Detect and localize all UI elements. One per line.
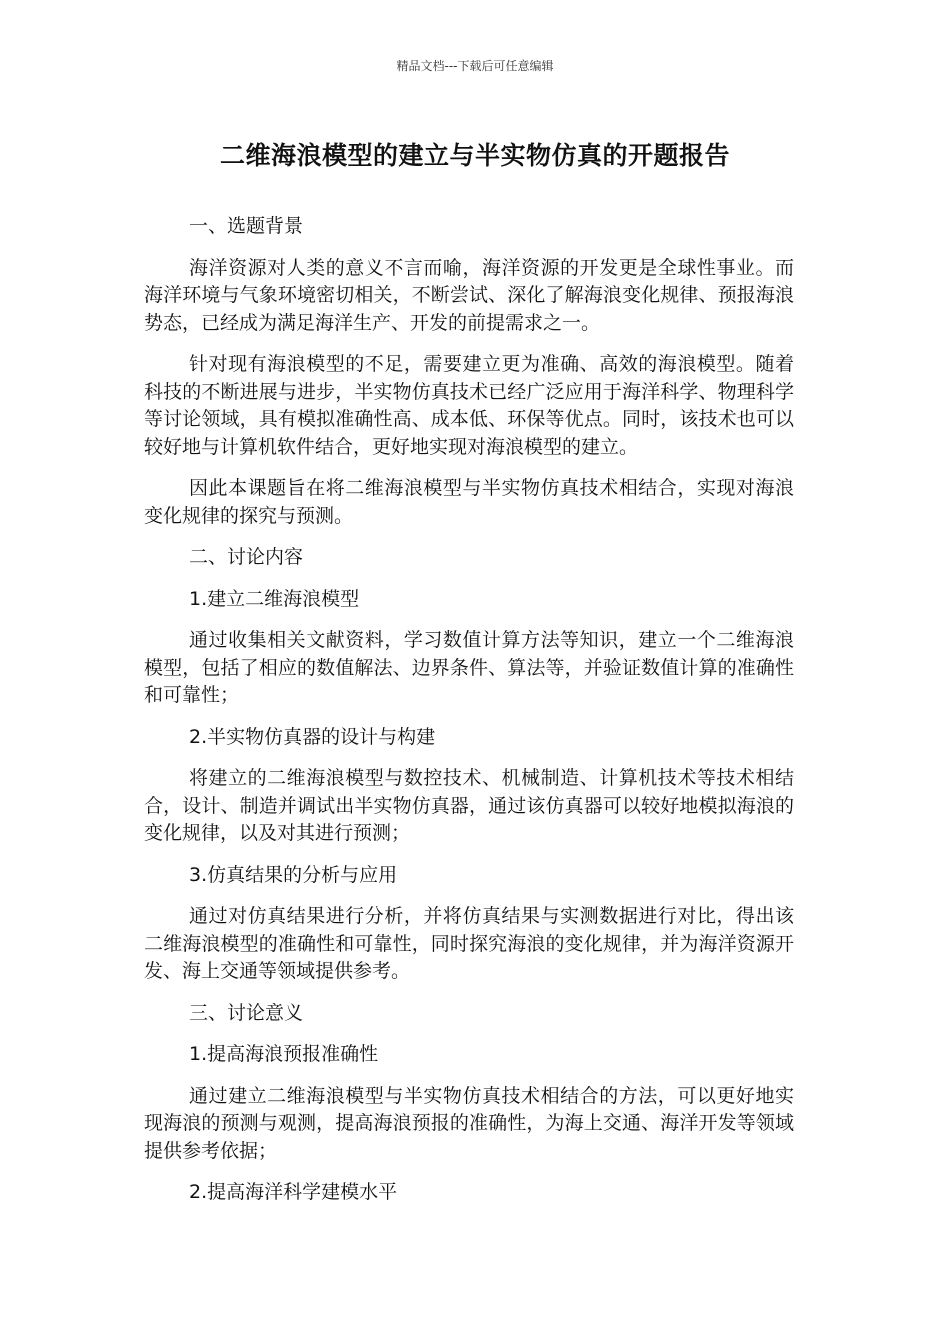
subheading-content-2: 2.半实物仿真器的设计与构建 <box>189 725 436 748</box>
header-note: 精品文档---下载后可任意编辑 <box>396 59 554 73</box>
paragraph-significance-1: 通过建立二维海浪模型与半实物仿真技术相结合的方法，可以更好地实现海浪的预测与观测，提高海浪预报的准确性，为海上交通、海洋开发等领域提供参考依据； <box>144 1084 794 1162</box>
document-body <box>144 213 794 1221</box>
subheading-content-1: 1.建立二维海浪模型 <box>189 587 360 610</box>
section-heading-content: 二、讨论内容 <box>189 546 304 568</box>
paragraph-background-2: 针对现有海浪模型的不足，需要建立更为准确、高效的海浪模型。随着科技的不断进展与进步，半实物仿真技术已经广泛应用于海洋科学、物理科学等讨论领域，具有模拟准确性高、成本低、环保等优点。同时，该技术也可以较好地与计算机软件结合，更好地实现对海浪模型的建立。 <box>144 353 794 458</box>
document-title: 二维海浪模型的建立与半实物仿真的开题报告 <box>219 141 730 170</box>
section-heading-background: 一、选题背景 <box>189 215 304 237</box>
section-heading-significance: 三、讨论意义 <box>189 1001 304 1024</box>
subheading-significance-2: 2.提高海洋科学建模水平 <box>189 1181 398 1203</box>
paragraph-content-2: 将建立的二维海浪模型与数控技术、机械制造、计算机技术等技术相结合，设计、制造并调试出半实物仿真器，通过该仿真器可以较好地模拟海浪的变化规律，以及对其进行预测； <box>144 767 794 844</box>
paragraph-content-3: 通过对仿真结果进行分析，并将仿真结果与实测数据进行对比，得出该二维海浪模型的准确性和可靠性，同时探究海浪的变化规律，并为海洋资源开发、海上交通等领域提供参考。 <box>144 905 794 982</box>
paragraph-background-1: 海洋资源对人类的意义不言而喻，海洋资源的开发更是全球性事业。而海洋环境与气象环境密切相关，不断尝试、深化了解海浪变化规律、预报海浪势态，已经成为满足海洋生产、开发的前提需求之一。 <box>144 256 794 334</box>
subheading-significance-1: 1.提高海浪预报准确性 <box>189 1043 379 1065</box>
subheading-content-3: 3.仿真结果的分析与应用 <box>189 863 398 886</box>
paragraph-content-1: 通过收集相关文献资料，学习数值计算方法等知识，建立一个二维海浪模型，包括了相应的数值解法、边界条件、算法等，并验证数值计算的准确性和可靠性； <box>144 629 794 706</box>
paragraph-background-3: 因此本课题旨在将二维海浪模型与半实物仿真技术相结合，实现对海浪变化规律的探究与预测。 <box>144 477 794 527</box>
